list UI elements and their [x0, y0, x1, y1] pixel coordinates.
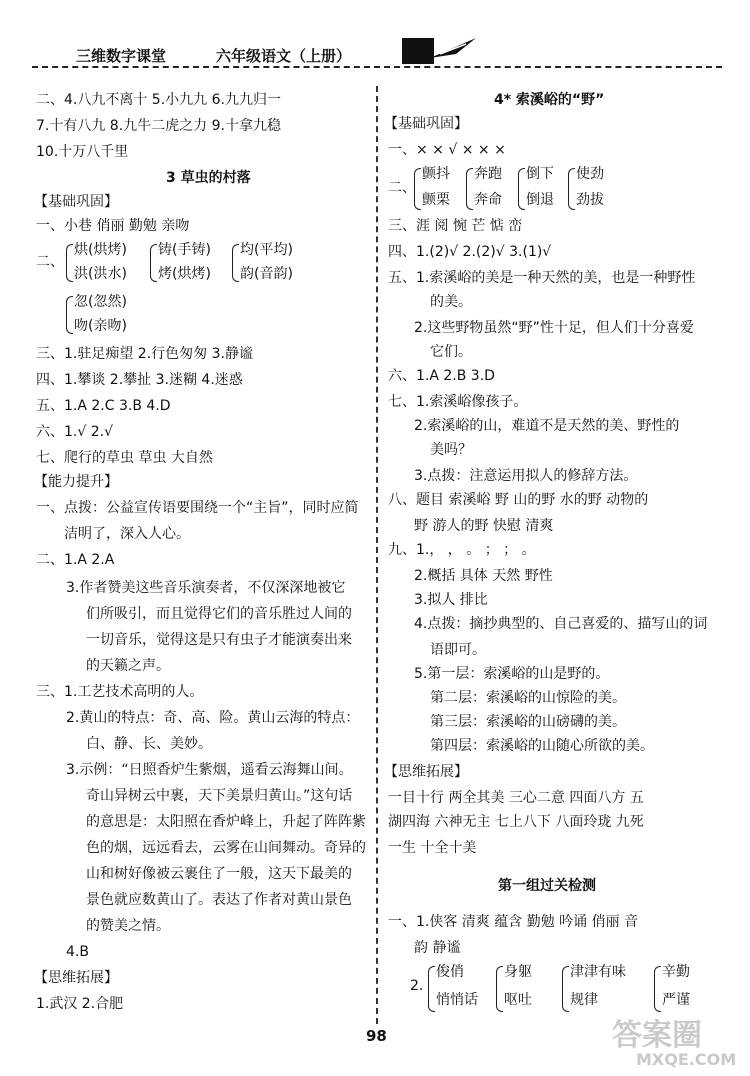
- answer-line: 一、点拨：公益宣传语要围绕一个“主旨”，同时应简: [36, 500, 359, 516]
- answer-line: 语即可。: [430, 642, 486, 658]
- column-divider: [376, 86, 378, 1024]
- section-heading: 【思维拓展】: [384, 764, 468, 780]
- answer-line: 二、: [388, 180, 416, 196]
- answer-word: 规律: [570, 992, 598, 1008]
- answer-line: 3.作者赞美这些音乐演奏者，不仅深深地被它: [66, 580, 346, 596]
- answer-line: 一、× × √ × × ×: [388, 142, 506, 158]
- answer-word: 奔命: [474, 192, 502, 208]
- answer-line: 3.点拨：注意运用拟人的修辞方法。: [414, 468, 638, 484]
- answer-line: 一、1.侠客 清爽 蕴含 勤勉 吟诵 俏丽 音: [388, 914, 639, 930]
- answer-line: 湖四海 六神无主 七上八下 八面玲珑 九死: [388, 814, 644, 830]
- answer-line: 洁明了，深入人心。: [64, 526, 190, 542]
- answer-word: 津津有味: [570, 964, 626, 980]
- answer-word: 辛勤: [662, 964, 690, 980]
- brace-icon: [568, 168, 575, 210]
- answer-line: 景色就应数黄山了。表达了作者对黄山景色: [86, 892, 352, 908]
- answer-word: 俊俏: [436, 964, 464, 980]
- answer-line: 八、题目 索溪峪 野 山的野 水的野 动物的: [388, 492, 649, 508]
- section-heading: 【基础巩固】: [384, 116, 468, 132]
- answer-line: 三、涯 阅 惋 芒 惦 峦: [388, 218, 523, 234]
- answer-line: 四、1.攀谈 2.攀扯 3.迷糊 4.迷惑: [36, 372, 243, 388]
- answer-word: 忽(忽然): [74, 294, 127, 310]
- brace-icon: [66, 296, 73, 334]
- answer-line: 第三层：索溪峪的山磅礴的美。: [430, 714, 626, 730]
- answer-line: 第四层：索溪峪的山随心所欲的美。: [430, 738, 654, 754]
- answer-line: 野 游人的野 快慰 清爽: [414, 518, 554, 534]
- answer-line: 2.: [410, 978, 424, 994]
- answer-line: 的天籁之声。: [86, 658, 170, 674]
- answer-line: 它们。: [430, 344, 472, 360]
- answer-word: 倒退: [526, 192, 554, 208]
- answer-line: 一、小巷 俏丽 勤勉 亲吻: [36, 218, 190, 234]
- answer-line: 五、1.索溪峪的美是一种天然的美，也是一种野性: [388, 270, 696, 286]
- answer-line: 六、1.√ 2.√: [36, 424, 114, 440]
- answer-line: 4.点拨：摘抄典型的、自己喜爱的、描写山的词: [414, 616, 708, 632]
- answer-word: 洪(洪水): [74, 266, 127, 282]
- answer-line: 六、1.A 2.B 3.D: [388, 368, 495, 384]
- answer-line: 10.十万八千里: [36, 144, 129, 160]
- answer-line: 2.黄山的特点：奇、高、险。黄山云海的特点：: [66, 710, 360, 726]
- answer-line: 二、: [36, 254, 64, 270]
- answer-line: 们所吸引，而且觉得它们的音乐胜过人间的: [86, 606, 352, 622]
- answer-word: 颤抖: [422, 166, 450, 182]
- brace-icon: [66, 244, 73, 282]
- answer-line: 2.索溪峪的山，难道不是天然的美、野性的: [414, 418, 680, 434]
- header-divider: [32, 66, 722, 68]
- answer-line: 九、1.， ， 。 ； ； 。: [388, 542, 536, 558]
- answer-line: 二、1.A 2.A: [36, 552, 115, 568]
- brace-icon: [654, 966, 661, 1012]
- answer-line: 白、静、长、美妙。: [86, 736, 212, 752]
- answer-word: 烘(烘烤): [74, 242, 127, 258]
- answer-line: 7.十有八九 8.九牛二虎之力 9.十拿九稳: [36, 118, 281, 134]
- watermark-logo: 答案圈: [612, 1018, 702, 1053]
- answer-line: 3.示例：“日照香炉生紫烟，遥看云海舞山间。: [66, 762, 353, 778]
- answer-word: 呕吐: [504, 992, 532, 1008]
- answer-line: 三、1.工艺技术高明的人。: [36, 684, 204, 700]
- header-title-left: 三维数字课堂: [76, 47, 167, 65]
- answer-word: 严谨: [662, 992, 690, 1008]
- section-title: 4* 索溪峪的“野”: [494, 92, 605, 108]
- header-logo-icon: [400, 32, 480, 66]
- brace-icon: [496, 966, 503, 1012]
- answer-word: 吻(亲吻): [74, 318, 127, 334]
- section-title: 3 草虫的村落: [166, 170, 251, 186]
- answer-line: 七、1.索溪峪像孩子。: [388, 394, 528, 410]
- brace-icon: [518, 168, 525, 210]
- answer-line: 二、4.八九不离十 5.小九九 6.九九归一: [36, 92, 281, 108]
- answer-line: 4.B: [66, 944, 89, 960]
- answer-line: 美吗？: [430, 442, 472, 458]
- answer-line: 七、爬行的草虫 草虫 大自然: [36, 450, 213, 466]
- answer-line: 五、1.A 2.C 3.B 4.D: [36, 398, 171, 414]
- answer-line: 3.拟人 排比: [414, 592, 488, 608]
- answer-word: 烤(烘烤): [158, 266, 211, 282]
- answer-line: 色的烟，远远看去，云雾在山间舞动。奇异的: [86, 840, 366, 856]
- answer-line: 三、1.驻足痴望 2.行色匆匆 3.静谧: [36, 346, 253, 362]
- brace-icon: [232, 244, 239, 282]
- answer-line: 5.第一层：索溪峪的山是野的。: [414, 666, 610, 682]
- answer-line: 一目十行 两全其美 三心二意 四面八方 五: [388, 790, 644, 806]
- section-heading: 【基础巩固】: [34, 194, 118, 210]
- answer-word: 颤栗: [422, 192, 450, 208]
- brace-icon: [466, 168, 473, 210]
- answer-word: 韵(音韵): [240, 266, 293, 282]
- section-heading: 【思维拓展】: [34, 970, 118, 986]
- answer-line: 2.概括 具体 天然 野性: [414, 568, 553, 584]
- answer-word: 奔跑: [474, 166, 502, 182]
- answer-line: 山和树好像被云裹住了一般，这天下最美的: [86, 866, 352, 882]
- section-heading: 【能力提升】: [34, 474, 118, 490]
- brace-icon: [428, 966, 435, 1012]
- brace-icon: [150, 244, 157, 282]
- answer-word: 倒下: [526, 166, 554, 182]
- answer-word: 均(平均): [240, 242, 293, 258]
- answer-line: 一切音乐，觉得这是只有虫子才能演奏出来: [86, 632, 352, 648]
- answer-line: 2.这些野物虽然“野”性十足，但人们十分喜爱: [414, 320, 694, 336]
- answer-line: 的意思是：太阳照在香炉峰上，升起了阵阵紫: [86, 814, 366, 830]
- answer-word: 铸(手铸): [158, 242, 211, 258]
- brace-icon: [414, 168, 421, 210]
- answer-line: 1.武汉 2.合肥: [36, 996, 124, 1012]
- answer-line: 四、1.(2)√ 2.(2)√ 3.(1)√: [388, 244, 552, 260]
- watermark-url: MXQE.COM: [636, 1050, 737, 1069]
- answer-line: 奇山异树云中裹，天下美景归黄山。”这句话: [86, 788, 353, 804]
- answer-word: 使劲: [576, 166, 604, 182]
- section-title: 第一组过关检测: [498, 878, 596, 894]
- brace-icon: [562, 966, 569, 1012]
- answer-line: 第二层：索溪峪的山惊险的美。: [430, 690, 626, 706]
- answer-word: 悄悄话: [436, 992, 478, 1008]
- answer-line: 的美。: [430, 294, 472, 310]
- answer-line: 一生 十全十美: [388, 840, 477, 856]
- answer-word: 劲拔: [576, 192, 604, 208]
- answer-line: 的赞美之情。: [86, 918, 170, 934]
- answer-line: 韵 静谧: [414, 940, 461, 956]
- answer-word: 身躯: [504, 964, 532, 980]
- header-title-right: 六年级语文（上册）: [216, 47, 352, 65]
- page-number: 98: [366, 1027, 387, 1045]
